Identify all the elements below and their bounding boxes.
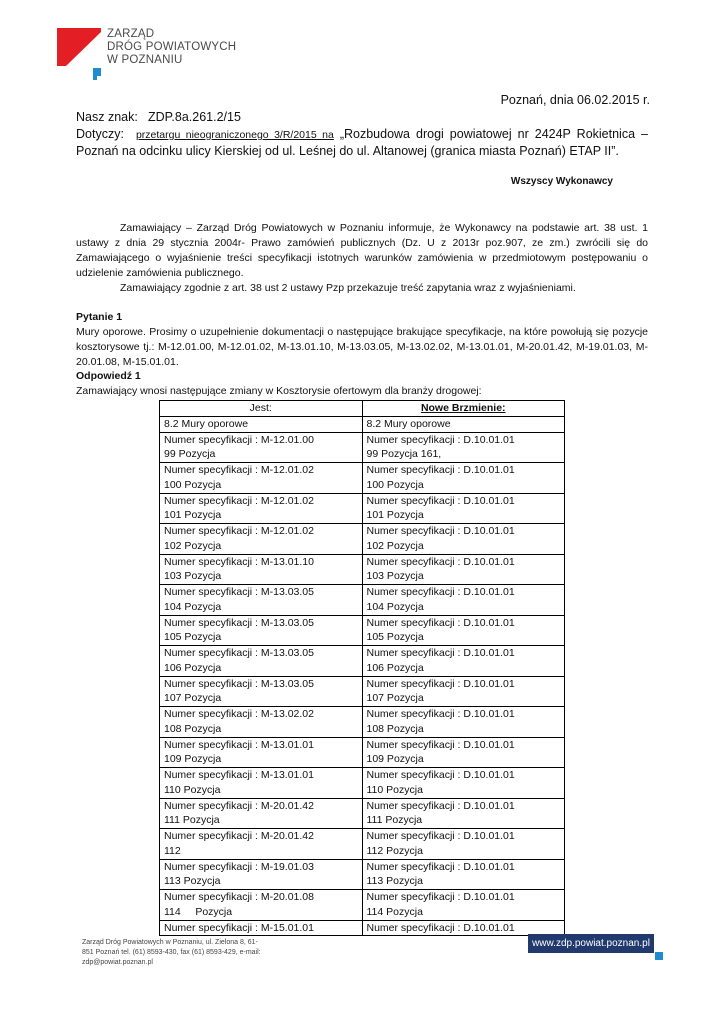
- spec-number: Numer specyfikacji : M-20.01.08: [164, 891, 314, 903]
- reference-value: ZDP.8a.261.2/15: [148, 110, 241, 124]
- position-number: 111 Pozycja: [366, 814, 423, 827]
- table-row: [160, 890, 565, 921]
- cell-new: [362, 585, 565, 616]
- spec-number: Numer specyfikacji : M-19.01.03: [164, 860, 314, 873]
- table-header-row: [160, 401, 565, 417]
- spec-number: Numer specyfikacji : D.10.01.01: [366, 738, 515, 751]
- cell-old: [160, 646, 363, 677]
- cell-new: [362, 859, 565, 890]
- position-number: 110 Pozycja: [164, 783, 221, 796]
- footer-line-3: zdp@powiat.poznan.pl: [82, 959, 153, 966]
- position-number: 100 Pozycja: [366, 478, 424, 491]
- position-number: 110 Pozycja: [366, 783, 423, 796]
- table-row: [160, 554, 565, 585]
- table-row: [160, 646, 565, 677]
- cell-old: [160, 768, 363, 799]
- position-number: 101 Pozycja: [366, 509, 424, 522]
- position-number: 112 Pozycja: [366, 844, 423, 857]
- org-name-line1: ZARZĄD: [107, 28, 155, 40]
- cell-new: [362, 432, 565, 463]
- spec-number: Numer specyfikacji : D.10.01.01: [366, 677, 515, 690]
- footer-address: [82, 938, 261, 968]
- position-number: 99 Pozycja 161,: [366, 448, 442, 461]
- position-number: 103 Pozycja: [164, 570, 222, 583]
- position-number: 101 Pozycja: [164, 509, 222, 522]
- cell-new: [362, 554, 565, 585]
- table-row: [160, 737, 565, 768]
- position-number: 99 Pozycja: [164, 448, 216, 461]
- table-row: [160, 920, 565, 936]
- cell-old: [160, 737, 363, 768]
- position-number: 102 Pozycja: [366, 539, 424, 552]
- cell-old: [160, 554, 363, 585]
- subject: [76, 126, 648, 159]
- place-date: Poznań, dnia 06.02.2015 r.: [500, 93, 650, 107]
- footer-line-2: 851 Poznań tel. (61) 8593-430, fax (61) 8593-429, e-mail:: [82, 949, 261, 956]
- position-number: 111 Pozycja: [164, 814, 220, 827]
- position-number: 108 Pozycja: [164, 722, 222, 735]
- position-number: 108 Pozycja: [366, 722, 424, 735]
- org-name-line3: W POZNANIU: [107, 54, 183, 66]
- intro-paragraph-2: Zamawiający zgodnie z art. 38 ust 2 ustawy Pzp przekazuje treść zapytania wraz z wyjaśnieniami.: [120, 282, 576, 294]
- cell-old: [160, 524, 363, 555]
- table-row: [160, 463, 565, 494]
- position-number: 100 Pozycja: [164, 478, 222, 491]
- table-row: [160, 768, 565, 799]
- spec-number: Numer specyfikacji : M-13.03.05: [164, 677, 314, 690]
- table-row: [160, 829, 565, 860]
- org-name-line2: DRÓG POWIATOWYCH: [107, 41, 237, 53]
- spec-number: Numer specyfikacji : D.10.01.01: [366, 647, 515, 659]
- subject-title: „Rozbudowa drogi powiatowej nr 2424P Rokietnica – Poznań na odcinku ulicy Kierskiej od ul. Leśnej do ul. Altanowej (granica miasta Poznań) ETAP II”.: [76, 127, 648, 158]
- spec-number: Numer specyfikacji : D.10.01.01: [366, 891, 515, 903]
- table-row: [160, 615, 565, 646]
- spec-number: Numer specyfikacji : D.10.01.01: [366, 586, 515, 598]
- footer-logo-dot-icon: [655, 952, 663, 960]
- spec-number: Numer specyfikacji : M-13.02.02: [164, 708, 314, 720]
- table-row: [160, 676, 565, 707]
- answer-1-title: Odpowiedź 1: [76, 370, 141, 382]
- cell-new: [362, 829, 565, 860]
- position-number: 106 Pozycja: [164, 661, 222, 674]
- cell-old: [160, 585, 363, 616]
- position-number: 105 Pozycja: [164, 631, 222, 644]
- spec-number: Numer specyfikacji : M-13.01.01: [164, 769, 314, 781]
- spec-number: Numer specyfikacji : D.10.01.01: [366, 555, 515, 568]
- spec-number: Numer specyfikacji : D.10.01.01: [366, 769, 515, 781]
- cell-old: [160, 463, 363, 494]
- spec-number: Numer specyfikacji : D.10.01.01: [366, 464, 515, 476]
- cell-old: [160, 615, 363, 646]
- table-row: [160, 524, 565, 555]
- cell-old: [160, 859, 363, 890]
- cell-old: [160, 432, 363, 463]
- table-row: [160, 859, 565, 890]
- cell-new: [362, 615, 565, 646]
- footer-line-1: Zarząd Dróg Powiatowych w Poznaniu, ul. Zielona 8, 61-: [82, 939, 258, 946]
- spec-number: Numer specyfikacji : D.10.01.01: [366, 708, 515, 720]
- spec-number: Numer specyfikacji : M-12.01.02: [164, 464, 314, 476]
- reference-label: Nasz znak:: [76, 110, 138, 124]
- logo: [57, 28, 105, 80]
- position-number: 113 Pozycja: [164, 875, 221, 888]
- table-section-row: [160, 416, 565, 432]
- spec-number: Numer specyfikacji : D.10.01.01: [366, 921, 515, 934]
- cell-old: [160, 676, 363, 707]
- cell-new: [362, 493, 565, 524]
- position-number: 113 Pozycja: [366, 875, 423, 888]
- position-number: 107 Pozycja: [164, 692, 222, 705]
- cell-new: [362, 463, 565, 494]
- spec-number: Numer specyfikacji : M-12.01.00: [164, 433, 314, 446]
- cell-new: [362, 890, 565, 921]
- subject-tender: przetargu nieograniczonego 3/R/2015 na: [135, 129, 334, 141]
- cell-old: [160, 798, 363, 829]
- table-row: [160, 432, 565, 463]
- spec-number: Numer specyfikacji : M-13.03.05: [164, 616, 314, 629]
- logo-text: [107, 28, 236, 67]
- spec-number: Numer specyfikacji : M-13.01.01: [164, 738, 314, 751]
- cell-new: [362, 737, 565, 768]
- spec-number: Numer specyfikacji : M-13.03.05: [164, 586, 314, 598]
- cell-old: [160, 920, 363, 936]
- spec-number: Numer specyfikacji : D.10.01.01: [366, 830, 515, 842]
- position-number: 109 Pozycja: [164, 753, 222, 766]
- spec-number: Numer specyfikacji : D.10.01.01: [366, 616, 515, 629]
- position-number: 114 Pozycja: [164, 905, 233, 918]
- spec-number: Numer specyfikacji : M-12.01.02: [164, 494, 314, 507]
- table-row: [160, 585, 565, 616]
- intro-paragraph: Zamawiający – Zarząd Dróg Powiatowych w Poznaniu informuje, że Wykonawcy na podstawie art. 38 ust. 1 ustawy z dnia 29 stycznia 2004r- Prawo zamówień publicznych (Dz. U z 2013r poz.907, ze zm.) zwrócili się do Zamawiającego o wyjaśnienie treści specyfikacji istotnych warunków zamówienia w przedmiotowym postępowaniu o udzielenie zamówienia publicznego.: [76, 222, 648, 279]
- spec-number: Numer specyfikacji : M-12.01.02: [164, 525, 314, 537]
- addressee: Wszyscy Wykonawcy: [510, 176, 613, 187]
- table-row: [160, 798, 565, 829]
- position-number: 103 Pozycja: [366, 570, 424, 583]
- position-number: 112: [164, 844, 181, 857]
- column-header-new: Nowe Brzmienie:: [362, 401, 565, 417]
- position-number: 114 Pozycja: [366, 905, 423, 918]
- spec-number: Numer specyfikacji : M-20.01.42: [164, 799, 314, 812]
- position-number: 105 Pozycja: [366, 631, 424, 644]
- website-link[interactable]: www.zdp.powiat.poznan.pl: [528, 934, 654, 953]
- cell-old: [160, 493, 363, 524]
- spec-number: Numer specyfikacji : M-15.01.01: [164, 921, 314, 934]
- spec-number: Numer specyfikacji : D.10.01.01: [366, 433, 515, 446]
- cell-new: [362, 676, 565, 707]
- cell-new: [362, 798, 565, 829]
- position-number: 104 Pozycja: [164, 600, 222, 613]
- section-old: 8.2 Mury oporowe: [160, 416, 363, 432]
- section-new: 8.2 Mury oporowe: [362, 416, 565, 432]
- logo-mark-icon: [57, 28, 105, 80]
- spec-number: Numer specyfikacji : D.10.01.01: [366, 525, 515, 537]
- subject-label: Dotyczy:: [76, 127, 124, 141]
- question-1-text: Mury oporowe. Prosimy o uzupełnienie dokumentacji o następujące brakujące specyfikacje, na które powołują się pozycje kosztorysowe tj.: M-12.01.00, M-12.01.02, M-13.01.10, M-13.03.05, M-13.02.02, M-13.01.01, M-20.01.42, M-19.01.03, M-20.01.08, M-15.01.01.: [76, 326, 648, 368]
- column-header-old: Jest:: [160, 401, 363, 417]
- cell-old: [160, 890, 363, 921]
- cell-new: [362, 707, 565, 738]
- cell-new: [362, 646, 565, 677]
- cell-new: [362, 524, 565, 555]
- spec-number: Numer specyfikacji : D.10.01.01: [366, 494, 515, 507]
- reference-line: [76, 110, 241, 124]
- spec-number: Numer specyfikacji : M-13.03.05: [164, 647, 314, 659]
- spec-number: Numer specyfikacji : M-13.01.10: [164, 555, 314, 568]
- question-1-title: Pytanie 1: [76, 311, 123, 323]
- position-number: 107 Pozycja: [366, 692, 424, 705]
- spec-number: Numer specyfikacji : D.10.01.01: [366, 860, 515, 873]
- spec-number: Numer specyfikacji : D.10.01.01: [366, 799, 515, 812]
- spec-number: Numer specyfikacji : M-20.01.42: [164, 830, 314, 842]
- cell-old: [160, 707, 363, 738]
- position-number: 109 Pozycja: [366, 753, 424, 766]
- cell-new: [362, 768, 565, 799]
- position-number: 104 Pozycja: [366, 600, 424, 613]
- position-number: 106 Pozycja: [366, 661, 424, 674]
- position-number: 102 Pozycja: [164, 539, 222, 552]
- table-row: [160, 493, 565, 524]
- table-row: [160, 707, 565, 738]
- cell-old: [160, 829, 363, 860]
- answer-1-text: Zamawiający wnosi następujące zmiany w Kosztorysie ofertowym dla branży drogowej:: [76, 385, 482, 397]
- specification-table: [159, 400, 565, 936]
